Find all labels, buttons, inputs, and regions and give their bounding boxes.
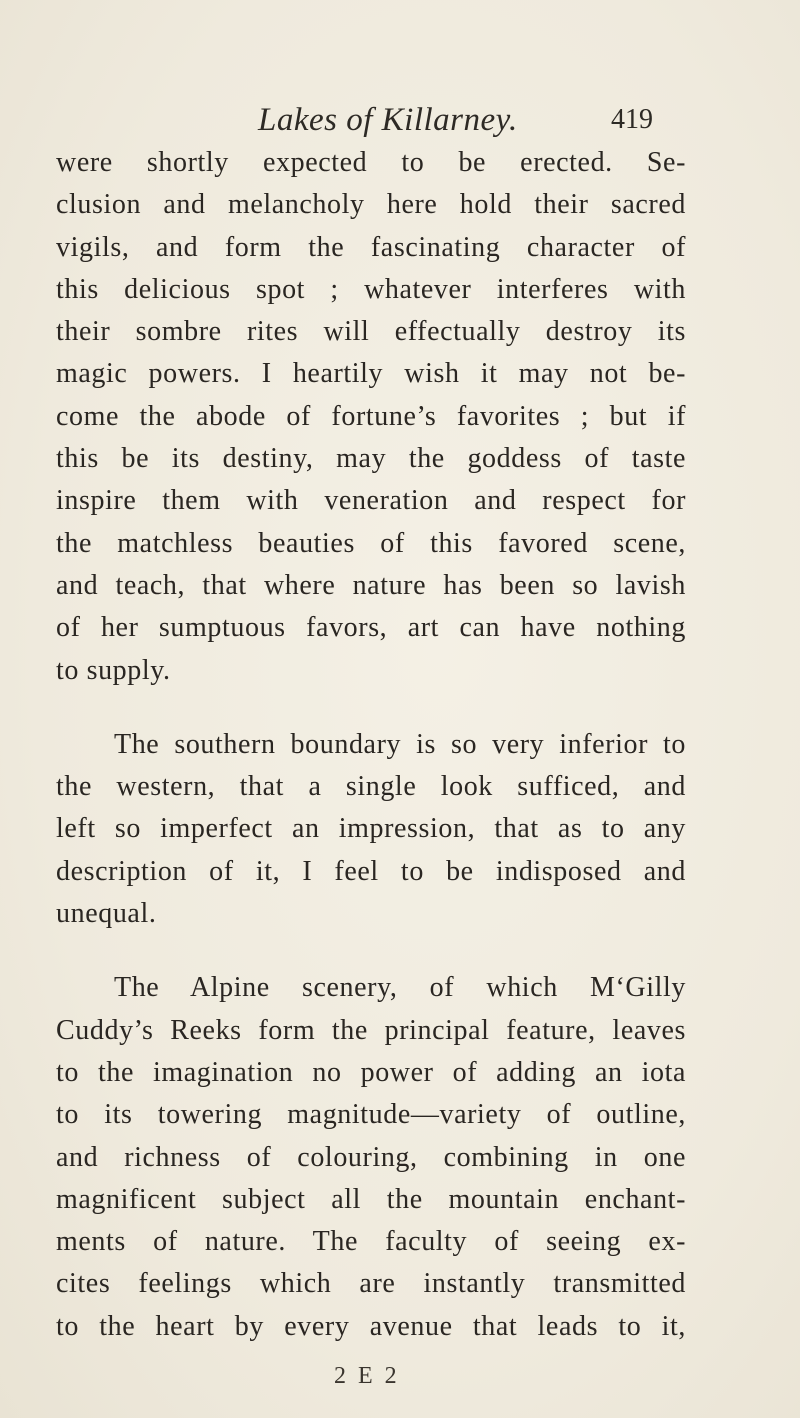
text-line: come the abode of fortune’s favorites ; but if (56, 400, 686, 432)
text-line: to the heart by every avenue that leads to it, (56, 1310, 686, 1342)
page-number: 419 (611, 104, 653, 135)
text-line: magic powers. I heartily wish it may not be- (56, 358, 686, 390)
paragraph-gap (56, 692, 686, 724)
text-line: cites feelings which are instantly transmitted (56, 1268, 686, 1300)
text-line: their sombre rites will effectually destroy its (56, 316, 686, 348)
text-line: the western, that a single look sufficed, and (56, 771, 686, 803)
text-line: were shortly expected to be erected. Se- (56, 147, 686, 178)
text-line: Cuddy’s Reeks form the principal feature, leaves (56, 1014, 686, 1046)
text-line: left so imperfect an impression, that as to any (56, 813, 686, 845)
text-line: vigils, and form the fascinating character of (56, 231, 686, 263)
text-line: this be its destiny, may the goddess of taste (56, 443, 686, 475)
text-line: description of it, I feel to be indisposed and (56, 855, 686, 887)
text-line: unequal. (56, 898, 157, 930)
text-line: The Alpine scenery, of which M‘Gilly (114, 972, 686, 1004)
text-line: ments of nature. The faculty of seeing ex- (56, 1226, 686, 1258)
text-line: and richness of colouring, combining in one (56, 1141, 686, 1173)
text-line: to the imagination no power of adding an iota (56, 1056, 686, 1088)
text-line: clusion and melancholy here hold their sacred (56, 189, 686, 221)
text-line: The southern boundary is so very inferior to (114, 728, 686, 760)
text-line: inspire them with veneration and respect for (56, 485, 686, 517)
text-line: the matchless beauties of this favored scene, (56, 527, 686, 559)
text-line: of her sumptuous favors, art can have nothing (56, 612, 686, 644)
text-line: and teach, that where nature has been so lavish (56, 569, 686, 601)
signature-mark: 2 E 2 (334, 1363, 400, 1389)
paragraph-gap (56, 935, 686, 967)
text-line: this delicious spot ; whatever interferes with (56, 273, 686, 305)
body-text (56, 142, 686, 1348)
text-line: to supply. (56, 654, 171, 686)
running-head (0, 102, 800, 142)
text-line: magnificent subject all the mountain enchant- (56, 1183, 686, 1215)
text-line: to its towering magnitude—variety of outline, (56, 1099, 686, 1131)
running-title: Lakes of Killarney. (258, 102, 518, 138)
